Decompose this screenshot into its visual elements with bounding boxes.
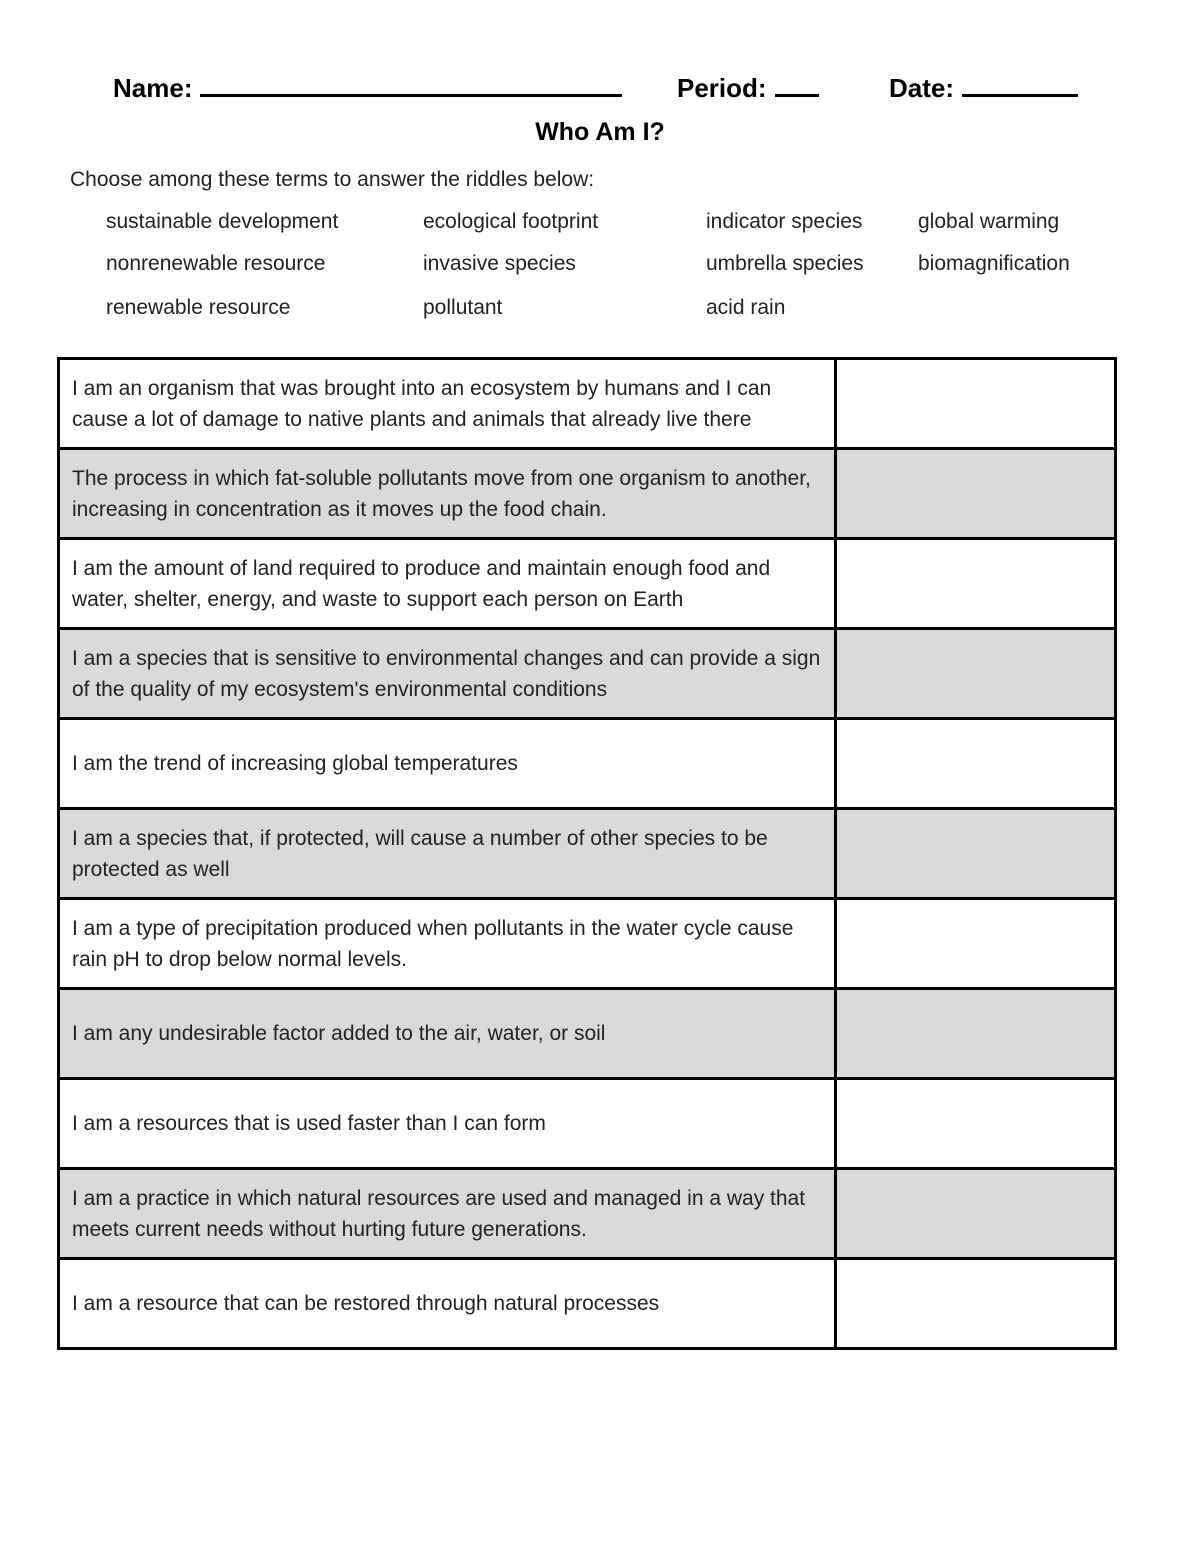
riddle-text: I am an organism that was brought into an ecosystem by humans and I can cause a lot of damage to native plants and animals that already live there (59, 359, 836, 449)
riddle-text: I am a species that is sensitive to environmental changes and can provide a sign of the quality of my ecosystem's environmental conditions (59, 629, 836, 719)
answer-cell[interactable] (836, 1169, 1116, 1259)
term-item: umbrella species (706, 252, 864, 275)
riddle-text: I am any undesirable factor added to the air, water, or soil (59, 989, 836, 1079)
name-label: Name: (113, 73, 193, 103)
term-item: ecological footprint (423, 210, 599, 233)
answer-cell[interactable] (836, 449, 1116, 539)
name-blank-line[interactable] (200, 70, 622, 97)
answer-cell[interactable] (836, 719, 1116, 809)
riddle-text: I am a species that, if protected, will cause a number of other species to be protected as well (59, 809, 836, 899)
riddle-text: I am the amount of land required to produce and maintain enough food and water, shelter, energy, and waste to support each person on Earth (59, 539, 836, 629)
answer-cell[interactable] (836, 1259, 1116, 1349)
answer-cell[interactable] (836, 989, 1116, 1079)
riddle-row (59, 449, 1116, 539)
term-item: pollutant (423, 296, 503, 319)
riddle-text: I am a resource that can be restored through natural processes (59, 1259, 836, 1349)
date-blank-line[interactable] (962, 70, 1078, 97)
riddle-row (59, 359, 1116, 449)
name-field (113, 70, 622, 104)
term-item: invasive species (423, 252, 576, 275)
riddle-text: I am a resources that is used faster than I can form (59, 1079, 836, 1169)
riddle-text: I am the trend of increasing global temperatures (59, 719, 836, 809)
term-item: sustainable development (106, 210, 339, 233)
date-label: Date: (889, 73, 955, 103)
answer-cell[interactable] (836, 629, 1116, 719)
worksheet-header (0, 70, 1200, 106)
answer-cell[interactable] (836, 1079, 1116, 1169)
term-item: nonrenewable resource (106, 252, 326, 275)
term-item: renewable resource (106, 296, 291, 319)
riddle-text: The process in which fat-soluble pollutants move from one organism to another, increasing in concentration as it moves up the food chain. (59, 449, 836, 539)
riddle-row (59, 809, 1116, 899)
worksheet-title: Who Am I? (535, 118, 665, 146)
riddle-row (59, 629, 1116, 719)
answer-cell[interactable] (836, 899, 1116, 989)
period-label: Period: (677, 73, 767, 103)
period-field (677, 70, 819, 104)
period-blank-line[interactable] (775, 70, 819, 97)
riddle-row (59, 539, 1116, 629)
riddle-row (59, 989, 1116, 1079)
riddle-row (59, 1169, 1116, 1259)
term-item: global warming (918, 210, 1060, 233)
riddle-row (59, 719, 1116, 809)
riddle-table (57, 357, 1117, 1350)
riddle-row (59, 1079, 1116, 1169)
term-item: biomagnification (918, 252, 1070, 275)
answer-cell[interactable] (836, 539, 1116, 629)
instructions-text: Choose among these terms to answer the riddles below: (70, 168, 595, 191)
answer-cell[interactable] (836, 809, 1116, 899)
riddle-text: I am a type of precipitation produced when pollutants in the water cycle cause rain pH to drop below normal levels. (59, 899, 836, 989)
term-item: indicator species (706, 210, 863, 233)
answer-cell[interactable] (836, 359, 1116, 449)
riddle-row (59, 899, 1116, 989)
riddle-row (59, 1259, 1116, 1349)
date-field (889, 70, 1078, 104)
riddle-text: I am a practice in which natural resources are used and managed in a way that meets current needs without hurting future generations. (59, 1169, 836, 1259)
term-item: acid rain (706, 296, 786, 319)
